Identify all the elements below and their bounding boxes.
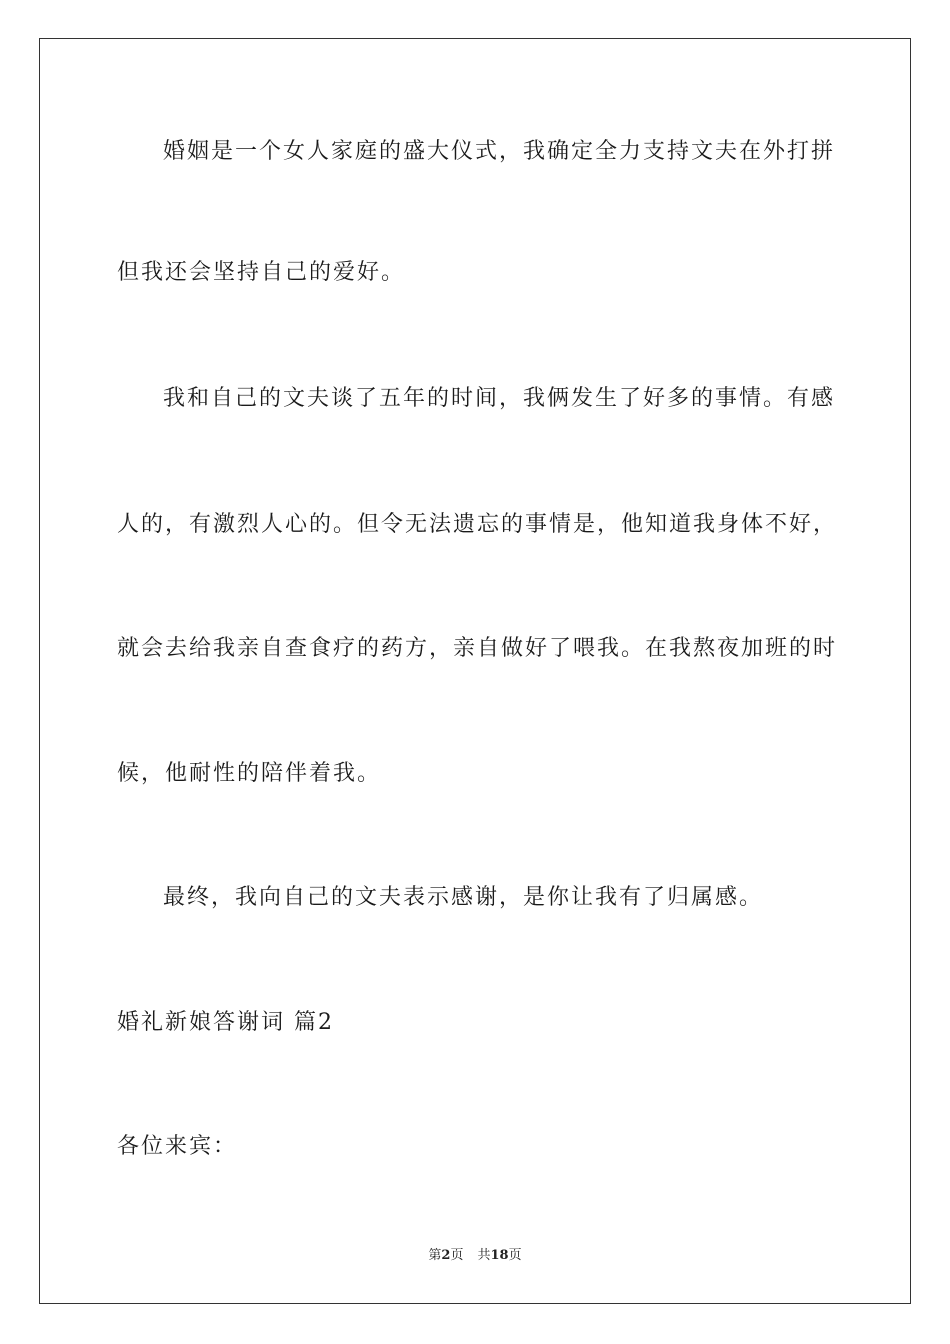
page-border — [39, 38, 911, 1304]
paragraph-line: 候，他耐性的陪伴着我。 — [117, 761, 382, 786]
paragraph-line: 但我还会坚持自己的爱好。 — [117, 260, 406, 285]
total-prefix: 共 — [477, 1248, 491, 1263]
page-footer — [0, 1247, 950, 1265]
paragraph-line: 婚姻是一个女人家庭的盛大仪式，我确定全力支持文夫在外打拼 — [163, 139, 836, 164]
salutation: 各位来宾： — [117, 1134, 238, 1159]
paragraph-line: 就会去给我亲自查食疗的药方，亲自做好了喂我。在我熬夜加班的时 — [117, 636, 838, 661]
section-heading: 婚礼新娘答谢词 篇2 — [117, 1010, 334, 1035]
page-suffix: 页 — [450, 1248, 464, 1263]
paragraph-line: 我和自己的文夫谈了五年的时间，我俩发生了好多的事情。有感 — [163, 386, 836, 411]
paragraph-line: 最终，我向自己的文夫表示感谢，是你让我有了归属感。 — [163, 885, 764, 910]
paragraph-line: 人的，有激烈人心的。但令无法遗忘的事情是，他知道我身体不好， — [117, 512, 838, 537]
total-suffix: 页 — [508, 1248, 522, 1263]
page-current: 2 — [441, 1248, 451, 1263]
page-total: 18 — [490, 1248, 509, 1263]
page-prefix: 第 — [428, 1248, 442, 1263]
